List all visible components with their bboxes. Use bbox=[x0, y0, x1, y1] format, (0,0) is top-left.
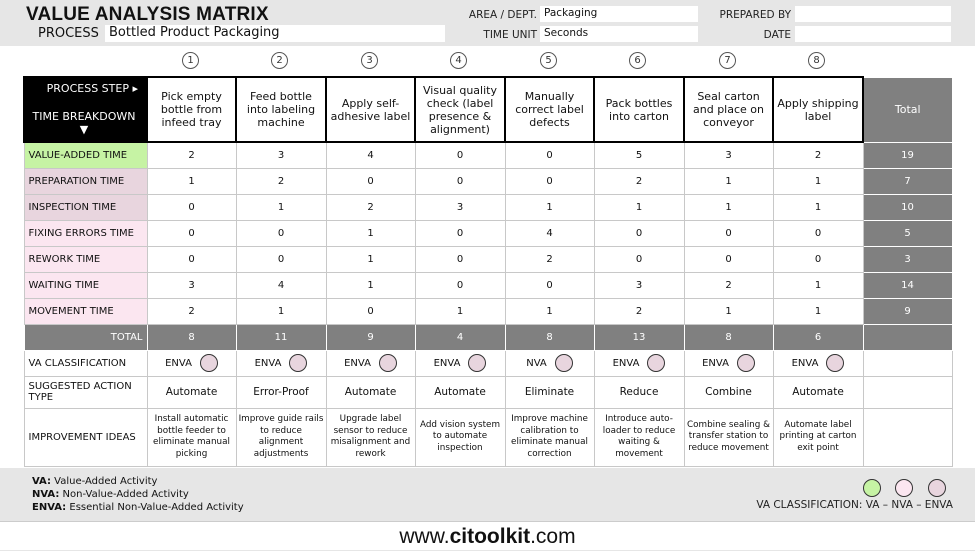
va-classification-row bbox=[24, 350, 952, 376]
va-classification-cell[interactable] bbox=[505, 350, 594, 376]
time-cell[interactable]: 1 bbox=[505, 194, 594, 220]
time-unit-field[interactable]: Seconds bbox=[540, 26, 698, 42]
va-classification-cell[interactable] bbox=[236, 350, 326, 376]
page-title: VALUE ANALYSIS MATRIX bbox=[26, 4, 269, 25]
empty-cell bbox=[863, 350, 952, 376]
time-row-label: INSPECTION TIME bbox=[24, 194, 147, 220]
header bbox=[0, 0, 975, 46]
step-number: 3 bbox=[361, 52, 378, 69]
nva-legend-circle bbox=[895, 479, 913, 497]
date-label: DATE bbox=[763, 29, 791, 41]
time-cell[interactable]: 0 bbox=[505, 142, 594, 168]
va-classification-value: NVA bbox=[526, 358, 547, 369]
improvement-idea-cell[interactable]: Improve guide rails to reduce alignment adjustments bbox=[236, 408, 326, 466]
time-unit-label: TIME UNIT bbox=[483, 29, 537, 41]
va-indicator-circle bbox=[289, 354, 307, 372]
time-cell[interactable]: 0 bbox=[236, 220, 326, 246]
time-row-label: PREPARATION TIME bbox=[24, 168, 147, 194]
time-cell[interactable]: 0 bbox=[326, 168, 415, 194]
time-cell[interactable]: 4 bbox=[236, 272, 326, 298]
va-legend-circle bbox=[863, 479, 881, 497]
va-classification-cell[interactable] bbox=[594, 350, 684, 376]
column-total: 8 bbox=[147, 324, 236, 350]
step-header: Apply shipping label bbox=[773, 77, 863, 142]
time-row bbox=[24, 272, 952, 298]
time-cell[interactable]: 3 bbox=[147, 272, 236, 298]
legend-nva bbox=[32, 488, 244, 501]
step-number: 4 bbox=[450, 52, 467, 69]
row-total: 9 bbox=[863, 298, 952, 324]
corner-cell bbox=[24, 77, 147, 142]
time-cell[interactable]: 1 bbox=[773, 272, 863, 298]
time-cell[interactable]: 0 bbox=[326, 298, 415, 324]
suggested-action-cell[interactable]: Eliminate bbox=[505, 376, 594, 408]
improvement-idea-cell[interactable]: Combine sealing & transfer station to reduce movement bbox=[684, 408, 773, 466]
time-row bbox=[24, 142, 952, 168]
totals-label: TOTAL bbox=[24, 324, 147, 350]
time-cell[interactable]: 1 bbox=[236, 298, 326, 324]
column-total: 9 bbox=[326, 324, 415, 350]
time-row-label: FIXING ERRORS TIME bbox=[24, 220, 147, 246]
time-cell[interactable]: 1 bbox=[326, 246, 415, 272]
footer-brand[interactable] bbox=[0, 521, 975, 550]
time-row bbox=[24, 246, 952, 272]
row-total: 10 bbox=[863, 194, 952, 220]
matrix-area bbox=[0, 46, 975, 468]
legend-enva-text: Essential Non-Value-Added Activity bbox=[69, 502, 244, 513]
legend-enva bbox=[32, 501, 244, 514]
time-cell[interactable]: 0 bbox=[147, 246, 236, 272]
va-indicator-circle bbox=[555, 354, 573, 372]
enva-legend-circle bbox=[928, 479, 946, 497]
row-total: 19 bbox=[863, 142, 952, 168]
legend-nva-abbr: NVA: bbox=[32, 489, 60, 500]
va-indicator-circle bbox=[200, 354, 218, 372]
time-cell[interactable]: 2 bbox=[236, 168, 326, 194]
time-cell[interactable]: 2 bbox=[773, 142, 863, 168]
va-classification-cell[interactable] bbox=[326, 350, 415, 376]
time-cell[interactable]: 0 bbox=[415, 220, 505, 246]
va-classification-cell[interactable] bbox=[773, 350, 863, 376]
time-cell[interactable]: 2 bbox=[147, 142, 236, 168]
step-header: Feed bottle into labeling machine bbox=[236, 77, 326, 142]
time-cell[interactable]: 4 bbox=[326, 142, 415, 168]
time-cell[interactable]: 1 bbox=[147, 168, 236, 194]
footer-suffix: .com bbox=[530, 525, 576, 548]
suggested-action-cell[interactable]: Combine bbox=[684, 376, 773, 408]
time-cell[interactable]: 4 bbox=[505, 220, 594, 246]
step-number: 2 bbox=[271, 52, 288, 69]
column-total: 8 bbox=[505, 324, 594, 350]
va-classification-key: VA CLASSIFICATION: VA – NVA – ENVA bbox=[756, 499, 953, 511]
time-rows bbox=[24, 142, 952, 324]
improvement-idea-cell[interactable]: Upgrade label sensor to reduce misalignment and rework bbox=[326, 408, 415, 466]
time-cell[interactable]: 1 bbox=[684, 194, 773, 220]
column-total: 8 bbox=[684, 324, 773, 350]
suggested-action-cell[interactable]: Automate bbox=[773, 376, 863, 408]
legend bbox=[32, 475, 244, 514]
time-cell[interactable]: 2 bbox=[147, 298, 236, 324]
column-total: 4 bbox=[415, 324, 505, 350]
process-field[interactable]: Bottled Product Packaging bbox=[105, 25, 445, 42]
va-classification-value: ENVA bbox=[344, 358, 371, 369]
time-cell[interactable]: 1 bbox=[684, 298, 773, 324]
legend-va bbox=[32, 475, 244, 488]
time-cell[interactable]: 0 bbox=[684, 220, 773, 246]
improvement-idea-cell[interactable]: Automate label printing at carton exit point bbox=[773, 408, 863, 466]
area-label: AREA / DEPT. bbox=[468, 9, 537, 21]
improvement-idea-cell[interactable]: Install automatic bottle feeder to eliminate manual picking bbox=[147, 408, 236, 466]
time-cell[interactable]: 0 bbox=[505, 168, 594, 194]
va-classification-value: ENVA bbox=[791, 358, 819, 369]
prepared-by-field[interactable] bbox=[795, 6, 951, 22]
va-classification-cell[interactable] bbox=[415, 350, 505, 376]
time-cell[interactable]: 0 bbox=[594, 220, 684, 246]
time-cell[interactable]: 1 bbox=[326, 220, 415, 246]
empty-cell bbox=[863, 408, 952, 466]
improvement-idea-cell[interactable]: Improve machine calibration to eliminate manual correction bbox=[505, 408, 594, 466]
suggested-action-cell[interactable]: Error-Proof bbox=[236, 376, 326, 408]
va-indicator-circle bbox=[468, 354, 486, 372]
suggested-action-cell[interactable]: Reduce bbox=[594, 376, 684, 408]
va-indicator-circle bbox=[826, 354, 844, 372]
empty-cell bbox=[863, 376, 952, 408]
va-classification-cell[interactable] bbox=[684, 350, 773, 376]
totals-end-cell bbox=[863, 324, 952, 350]
step-number: 8 bbox=[808, 52, 825, 69]
legend-enva-abbr: ENVA: bbox=[32, 502, 67, 513]
improvement-idea-cell[interactable]: Introduce auto-loader to reduce waiting & movement bbox=[594, 408, 684, 466]
va-classification-label: VA CLASSIFICATION bbox=[24, 350, 147, 376]
time-cell[interactable]: 3 bbox=[415, 194, 505, 220]
time-cell[interactable]: 1 bbox=[773, 298, 863, 324]
row-total: 7 bbox=[863, 168, 952, 194]
time-cell[interactable]: 2 bbox=[594, 168, 684, 194]
time-cell[interactable]: 3 bbox=[684, 142, 773, 168]
column-total: 6 bbox=[773, 324, 863, 350]
prepared-by-label: PREPARED BY bbox=[719, 9, 791, 21]
va-classification-value: ENVA bbox=[165, 358, 192, 369]
suggested-action-row bbox=[24, 376, 952, 408]
step-number: 5 bbox=[540, 52, 557, 69]
time-cell[interactable]: 1 bbox=[773, 194, 863, 220]
legend-va-text: Value-Added Activity bbox=[54, 476, 158, 487]
time-cell[interactable]: 0 bbox=[594, 246, 684, 272]
time-cell[interactable]: 1 bbox=[594, 194, 684, 220]
step-header: Visual quality check (label presence & alignment) bbox=[415, 77, 505, 142]
va-indicator-circle bbox=[379, 354, 397, 372]
legend-va-abbr: VA: bbox=[32, 476, 51, 487]
improvement-idea-cell[interactable]: Add vision system to automate inspection bbox=[415, 408, 505, 466]
date-field[interactable] bbox=[795, 26, 951, 42]
time-cell[interactable]: 0 bbox=[773, 246, 863, 272]
time-cell[interactable]: 1 bbox=[415, 298, 505, 324]
time-cell[interactable]: 3 bbox=[236, 142, 326, 168]
time-cell[interactable]: 2 bbox=[326, 194, 415, 220]
value-analysis-table bbox=[23, 76, 953, 467]
time-cell[interactable]: 1 bbox=[684, 168, 773, 194]
time-row-label: WAITING TIME bbox=[24, 272, 147, 298]
totals-row bbox=[24, 324, 952, 350]
column-total: 11 bbox=[236, 324, 326, 350]
va-classification-value: ENVA bbox=[612, 358, 640, 369]
time-cell[interactable]: 0 bbox=[147, 220, 236, 246]
suggested-action-label: SUGGESTED ACTION TYPE bbox=[24, 376, 147, 408]
time-cell[interactable]: 0 bbox=[415, 168, 505, 194]
step-number: 6 bbox=[629, 52, 646, 69]
va-classification-cell[interactable] bbox=[147, 350, 236, 376]
header-row bbox=[24, 77, 952, 142]
time-cell[interactable]: 2 bbox=[594, 298, 684, 324]
row-total: 5 bbox=[863, 220, 952, 246]
suggested-action-cell[interactable]: Automate bbox=[415, 376, 505, 408]
time-cell[interactable]: 1 bbox=[773, 168, 863, 194]
time-cell[interactable]: 0 bbox=[684, 246, 773, 272]
process-label: PROCESS bbox=[38, 26, 99, 41]
suggested-action-cell[interactable]: Automate bbox=[147, 376, 236, 408]
footer-brand-name: citoolkit bbox=[449, 525, 531, 548]
va-indicator-circle bbox=[647, 354, 665, 372]
step-header: Apply self-adhesive label bbox=[326, 77, 415, 142]
step-number: 7 bbox=[719, 52, 736, 69]
time-cell[interactable]: 0 bbox=[415, 272, 505, 298]
time-row-label: REWORK TIME bbox=[24, 246, 147, 272]
va-classification-value: ENVA bbox=[254, 358, 282, 369]
time-row bbox=[24, 168, 952, 194]
row-total: 3 bbox=[863, 246, 952, 272]
time-breakdown-label: TIME BREAKDOWN ▼ bbox=[32, 110, 136, 136]
row-total: 14 bbox=[863, 272, 952, 298]
va-classification-value: ENVA bbox=[433, 358, 461, 369]
time-cell[interactable]: 0 bbox=[236, 246, 326, 272]
time-row bbox=[24, 220, 952, 246]
va-classification-value: ENVA bbox=[702, 358, 729, 369]
time-cell[interactable]: 0 bbox=[415, 246, 505, 272]
va-indicator-circle bbox=[737, 354, 755, 372]
step-number: 1 bbox=[182, 52, 199, 69]
column-total: 13 bbox=[594, 324, 684, 350]
step-header: Manually correct label defects bbox=[505, 77, 594, 142]
step-header: Seal carton and place on conveyor bbox=[684, 77, 773, 142]
time-cell[interactable]: 1 bbox=[505, 298, 594, 324]
time-row bbox=[24, 194, 952, 220]
total-header: Total bbox=[863, 77, 952, 142]
time-cell[interactable]: 0 bbox=[505, 272, 594, 298]
step-header: Pick empty bottle from infeed tray bbox=[147, 77, 236, 142]
time-cell[interactable]: 0 bbox=[415, 142, 505, 168]
time-cell[interactable]: 2 bbox=[684, 272, 773, 298]
area-field[interactable]: Packaging bbox=[540, 6, 698, 22]
suggested-action-cell[interactable]: Automate bbox=[326, 376, 415, 408]
time-cell[interactable]: 3 bbox=[594, 272, 684, 298]
improvement-ideas-row bbox=[24, 408, 952, 466]
time-row-label: MOVEMENT TIME bbox=[24, 298, 147, 324]
time-cell[interactable]: 0 bbox=[147, 194, 236, 220]
time-row bbox=[24, 298, 952, 324]
time-cell[interactable]: 5 bbox=[594, 142, 684, 168]
time-cell[interactable]: 1 bbox=[326, 272, 415, 298]
footer-prefix: www. bbox=[399, 525, 450, 548]
improvement-ideas-label: IMPROVEMENT IDEAS bbox=[24, 408, 147, 466]
time-cell[interactable]: 0 bbox=[773, 220, 863, 246]
step-header: Pack bottles into carton bbox=[594, 77, 684, 142]
legend-nva-text: Non-Value-Added Activity bbox=[62, 489, 189, 500]
time-row-label: VALUE-ADDED TIME bbox=[24, 142, 147, 168]
time-cell[interactable]: 2 bbox=[505, 246, 594, 272]
time-cell[interactable]: 1 bbox=[236, 194, 326, 220]
process-step-label: PROCESS STEP ▸ bbox=[46, 82, 138, 95]
